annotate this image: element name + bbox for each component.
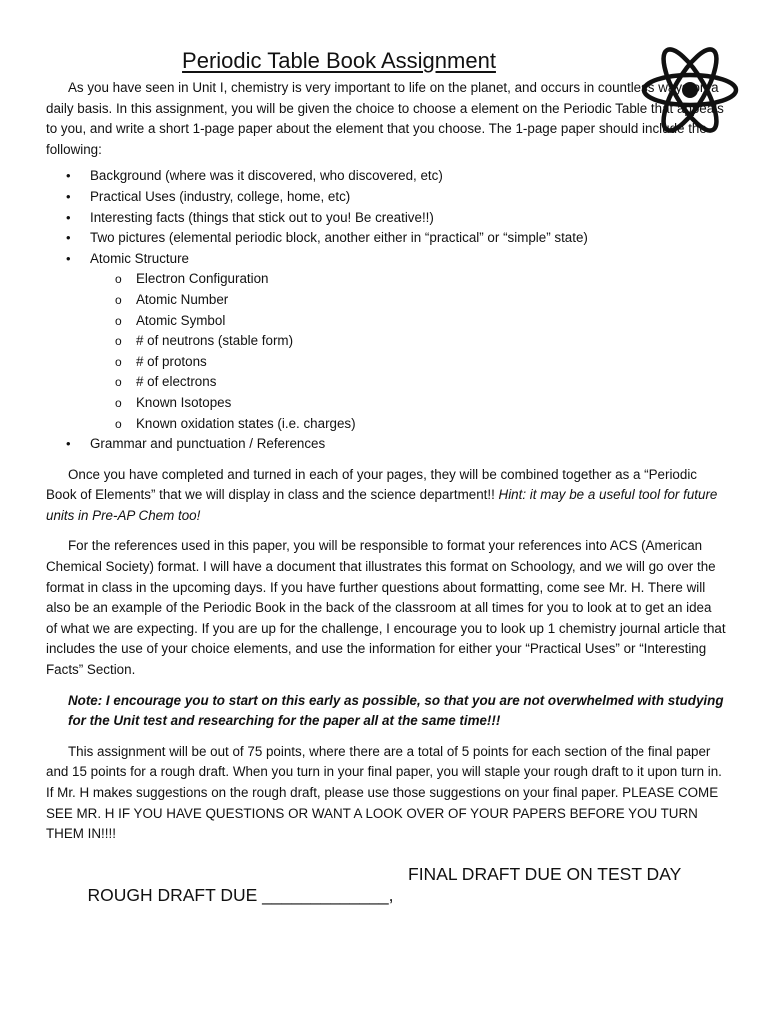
list-item-label: Atomic Structure	[90, 250, 189, 266]
list-item: • Interesting facts (things that stick out to you! Be creative!!)	[46, 208, 726, 229]
rough-draft-due: ROUGH DRAFT DUE _____________,	[87, 885, 394, 905]
sub-list-item: o # of neutrons (stable form)	[46, 331, 726, 352]
due-dates	[68, 864, 708, 948]
sub-list-item: o Atomic Number	[46, 290, 726, 311]
sub-list-item: o Electron Configuration	[46, 269, 726, 290]
combined-book-paragraph	[46, 465, 726, 527]
final-draft-due: FINAL DRAFT DUE ON TEST DAY	[408, 864, 682, 884]
list-item: • Grammar and punctuation / References	[46, 434, 726, 455]
note-paragraph: Note: I encourage you to start on this early as possible, so that you are not overwhelmed with studying for the Unit test and researching for the paper all at the same time!!!	[68, 692, 724, 729]
list-item: • Background (where was it discovered, who discovered, etc)	[46, 166, 726, 187]
sub-list-item: o Known Isotopes	[46, 393, 726, 414]
requirements-list	[46, 166, 726, 454]
sub-list-item: o # of electrons	[46, 372, 726, 393]
sub-list-item: o Atomic Symbol	[46, 311, 726, 332]
list-item	[46, 249, 726, 434]
sub-list-item: o Known oxidation states (i.e. charges)	[46, 414, 726, 435]
atomic-structure-list	[90, 269, 726, 434]
intro-paragraph: As you have seen in Unit I, chemistry is very important to life on the planet, and occurs in countless ways on a daily basis. In this assignment, you will be given the choice to choose a element on the Periodic Table that appeals to you, and write a short 1-page paper about the element that you choose. The 1-page paper should include the following:	[46, 80, 724, 157]
grading-paragraph: This assignment will be out of 75 points, where there are a total of 5 points for each section of the final paper and 15 points for a rough draft. When you turn in your final paper, you will staple your rough draft to it upon turn in. If Mr. H makes suggestions on the rough draft, please use those suggestions on your final paper. PLEASE COME SEE MR. H IF YOU HAVE QUESTIONS OR WANT A LOOK OVER OF YOUR PAPERS BEFORE YOU TURN THEM IN!!!!	[46, 743, 722, 842]
hint-text: Hint: it may be a useful tool for future units in Pre-AP Chem too!	[46, 487, 718, 523]
page-title: Periodic Table Book Assignment	[182, 48, 496, 73]
references-paragraph: For the references used in this paper, you will be responsible to format your references into ACS (American Chemical Society) format. I will have a document that illustrates this format on Schoology, and we will go over the format in class in the upcoming days. If you have further questions about formatting, come see Mr. H. There will also be an example of the Periodic Book in the back of the classroom at all times for you to look at to get an idea of what we are expecting. If you are up for the challenge, I encourage you to look up 1 chemistry journal article that includes the use of your choice elements, and use the information for either your “Practical Uses” or “Interesting Facts” Section.	[46, 538, 726, 678]
list-item: • Two pictures (elemental periodic block, another either in “practical” or “simple” state)	[46, 228, 726, 249]
sub-list-item: o # of protons	[46, 352, 726, 373]
list-item: • Practical Uses (industry, college, home, etc)	[46, 187, 726, 208]
document-body	[46, 78, 726, 845]
combined-book-text: Once you have completed and turned in each of your pages, they will be combined together as a “Periodic Book of Elements” that we will display in class and the science department!!	[46, 466, 697, 503]
